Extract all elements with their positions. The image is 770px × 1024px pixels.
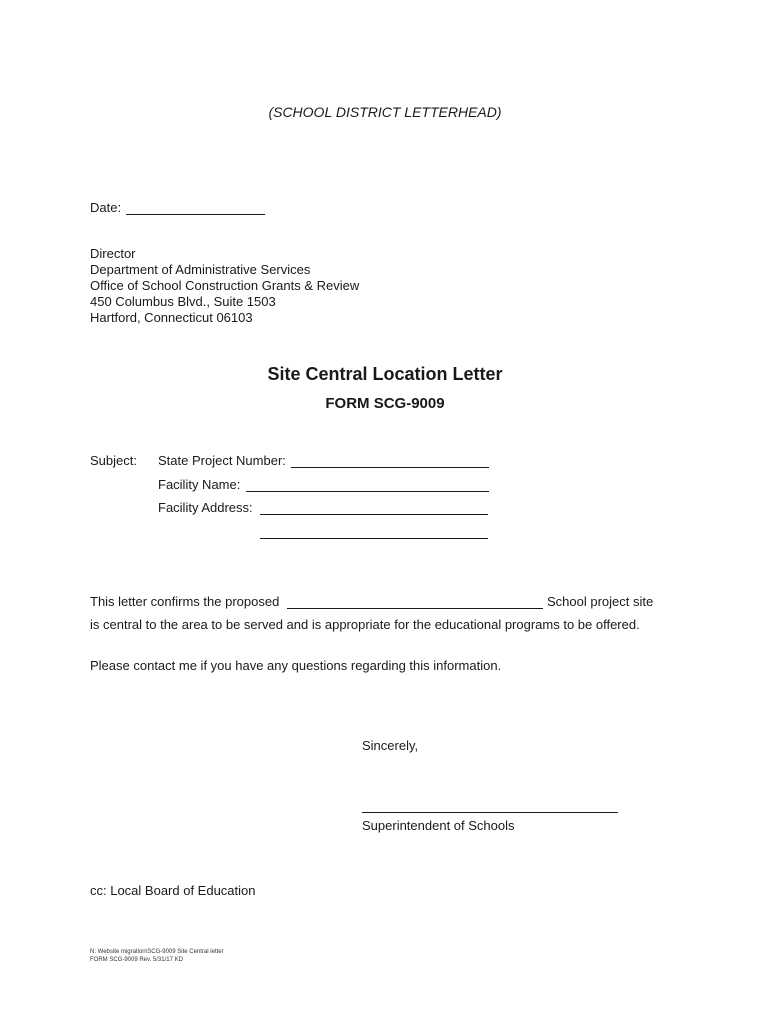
form-number: FORM SCG-9009	[325, 395, 445, 412]
cc-text: cc: Local Board of Education	[90, 883, 256, 898]
document-title: Site Central Location Letter	[267, 364, 503, 384]
date-label: Date:	[90, 200, 122, 215]
contact-text: Please contact me if you have any questions regarding this information.	[90, 658, 502, 673]
facility-address-field[interactable]	[260, 514, 488, 515]
sincerely-text: Sincerely,	[362, 738, 419, 753]
state-project-number-label: State Project Number:	[158, 453, 286, 468]
facility-name-field[interactable]	[246, 491, 489, 492]
letterhead-placeholder: (SCHOOL DISTRICT LETTERHEAD)	[268, 104, 502, 120]
footer-form-revision: FORM SCG-9009 Rev. 5/31/17 KD	[90, 957, 183, 963]
subject-label: Subject:	[90, 453, 137, 468]
signature-title: Superintendent of Schools	[362, 818, 515, 833]
recipient-line: Office of School Construction Grants & Review	[90, 278, 360, 293]
recipient-line: Department of Administrative Services	[90, 262, 311, 277]
recipient-line: 450 Columbus Blvd., Suite 1503	[90, 294, 276, 309]
proposed-school-field[interactable]	[287, 608, 543, 609]
signature-line[interactable]	[362, 812, 618, 813]
confirm-text-prefix: This letter confirms the proposed	[90, 594, 280, 609]
recipient-line: Hartford, Connecticut 06103	[90, 310, 253, 325]
confirm-text-suffix: School project site	[547, 594, 654, 609]
recipient-line: Director	[90, 246, 136, 261]
footer-file-path: N: Website migration\SCG-9009 Site Central letter	[90, 949, 224, 955]
facility-address-field-line2[interactable]	[260, 538, 488, 539]
state-project-number-field[interactable]	[291, 467, 489, 468]
facility-name-label: Facility Name:	[158, 477, 241, 492]
date-blank-line[interactable]	[126, 214, 265, 215]
confirm-text-line2: is central to the area to be served and is appropriate for the educational programs to be offered.	[90, 617, 640, 632]
facility-address-label: Facility Address:	[158, 500, 253, 515]
